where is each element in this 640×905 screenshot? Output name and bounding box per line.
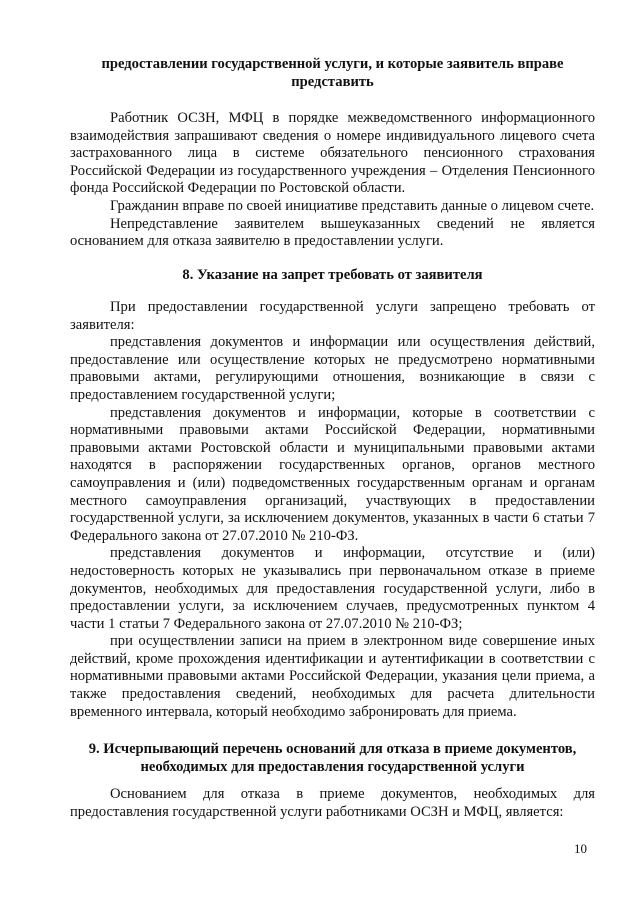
paragraph-7: представления документов и информации, отсутствие и (или) недостоверность которых не указывались при первоначальном отказе в приеме документов, необходимых для предоставления государственной услуги, либо в предоставлении услуги, за исключением случаев, предусмотренных пунктом 4 части 1 статьи 7 Федерального закона от 27.07.2010 № 210-ФЗ;: [70, 545, 595, 632]
section-9-title-line-2: необходимых для предоставления государственной услуги: [140, 758, 525, 775]
paragraph-3: Непредставление заявителем вышеуказанных сведений не является основанием для отказа заявителю в предоставлении услуги.: [70, 215, 595, 250]
section-9-title-line-1: 9. Исчерпывающий перечень оснований для отказа в приеме документов,: [88, 741, 577, 757]
section-9-title: [70, 741, 595, 776]
paragraph-group-2: [70, 299, 595, 721]
paragraph-4: При предоставлении государственной услуги запрещено требовать от заявителя:: [70, 299, 595, 333]
paragraph-9: Основанием для отказа в приеме документов, необходимых для предоставления государственной услуги работниками ОСЗН и МФЦ, является:: [70, 786, 595, 820]
section-8-title-text: 8. Указание на запрет требовать от заявителя: [182, 267, 483, 283]
paragraph-6: представления документов и информации, которые в соответствии с нормативными правовыми актами Российской Федерации, нормативными правовыми актами Ростовской области и муниципальными правовыми актами находятся в распоряжении государственных органов, органов местного самоуправления и (или) подведомственных государственным органам и органам местного самоуправления организаций, участвующих в предоставлении государственной услуги, за исключением документов, указанных в части 6 статьи 7 Федерального закона от 27.07.2010 № 210-ФЗ.: [70, 404, 595, 544]
page-number: 10: [574, 841, 587, 856]
paragraph-5: представления документов и информации или осуществления действий, предоставление или осуществление которых не предусмотрено нормативными правовыми актами, регулирующими отношения, возникающие в связи с предоставлением государственной услуги;: [70, 334, 595, 403]
paragraph-group-1: [70, 110, 595, 251]
paragraph-8: при осуществлении записи на прием в электронном виде совершение иных действий, кроме прохождения идентификации и аутентификации в соответствии с нормативными правовыми актами Российской Федерации, указания цели приема, а также предоставления сведений, необходимых для расчета длительности временного интервала, который необходимо забронировать для приема.: [70, 633, 595, 720]
paragraph-1: Работник ОСЗН, МФЦ в порядке межведомственного информационного взаимодействия запрашивают сведения о номере индивидуального лицевого счета застрахованного лица в системе обязательного пенсионного страхования Российской Федерации из государственного учреждения – Отделения Пенсионного фонда Российской Федерации по Ростовской области.: [70, 110, 595, 197]
heading-top: [70, 56, 595, 91]
section-8-title: [70, 267, 595, 285]
heading-top-text: предоставлении государственной услуги, и которые заявитель вправе представить: [101, 56, 564, 90]
paragraph-2: Гражданин вправе по своей инициативе представить данные о лицевом счете.: [110, 197, 595, 214]
paragraph-group-3: [70, 786, 595, 821]
